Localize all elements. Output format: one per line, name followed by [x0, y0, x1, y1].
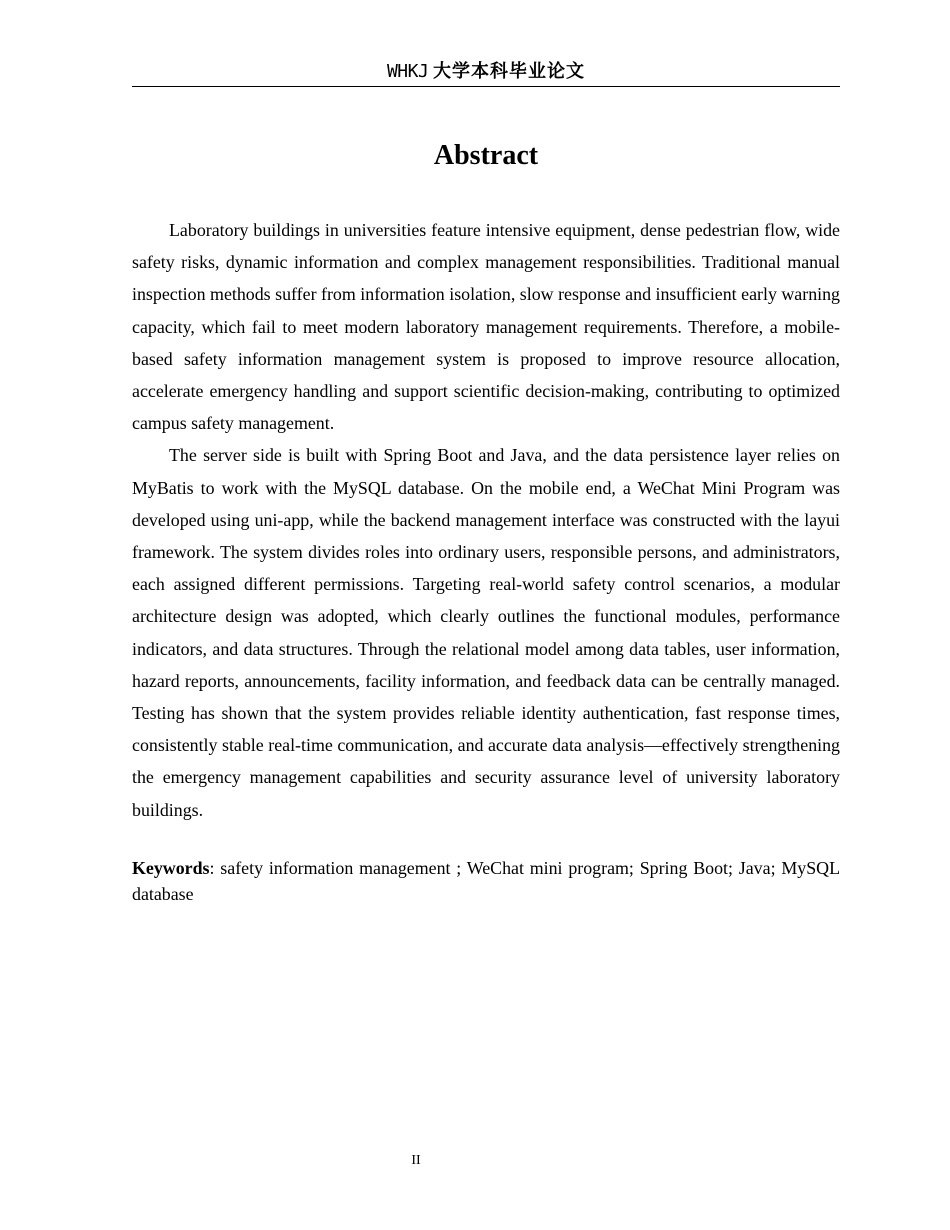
page-header — [132, 58, 840, 87]
keywords-text: : safety information management ; WeChat mini program; Spring Boot; Java; MySQL database — [132, 858, 840, 904]
page-number: II — [411, 1153, 421, 1168]
abstract-title: Abstract — [433, 140, 539, 171]
header-code: WHKJ — [386, 61, 429, 82]
keywords-label: Keywords — [132, 858, 210, 878]
keywords-line — [132, 855, 840, 907]
abstract-paragraph-2: The server side is built with Spring Boot and Java, and the data persistence layer relies on MyBatis to work with the MySQL database. On the mobile end, a WeChat Mini Program was developed using uni-app, while the backend management interface was constructed with the layui framework. The system divides roles into ordinary users, responsible persons, and administrators, each assigned different permissions. Targeting real-world safety control scenarios, a modular architecture design was adopted, which clearly outlines the functional modules, performance indicators, and data structures. Through the relational model among data tables, user information, hazard reports, announcements, facility information, and feedback data can be centrally managed. Testing has shown that the system provides reliable identity authentication, fast response times, consistently stable real-time communication, and accurate data analysis—effectively strengthening the emergency management capabilities and security assurance level of university laboratory buildings. — [132, 445, 840, 820]
abstract-body — [132, 214, 840, 826]
abstract-paragraph-1: Laboratory buildings in universities feature intensive equipment, dense pedestrian flow, wide safety risks, dynamic information and complex management responsibilities. Traditional manual inspection methods suffer from information isolation, slow response and insufficient early warning capacity, which fail to meet modern laboratory management requirements. Therefore, a mobile-based safety information management system is proposed to improve resource allocation, accelerate emergency handling and support scientific decision-making, contributing to optimized campus safety management. — [132, 220, 840, 434]
header-thesis-title: 大学本科毕业论文 — [433, 61, 586, 82]
